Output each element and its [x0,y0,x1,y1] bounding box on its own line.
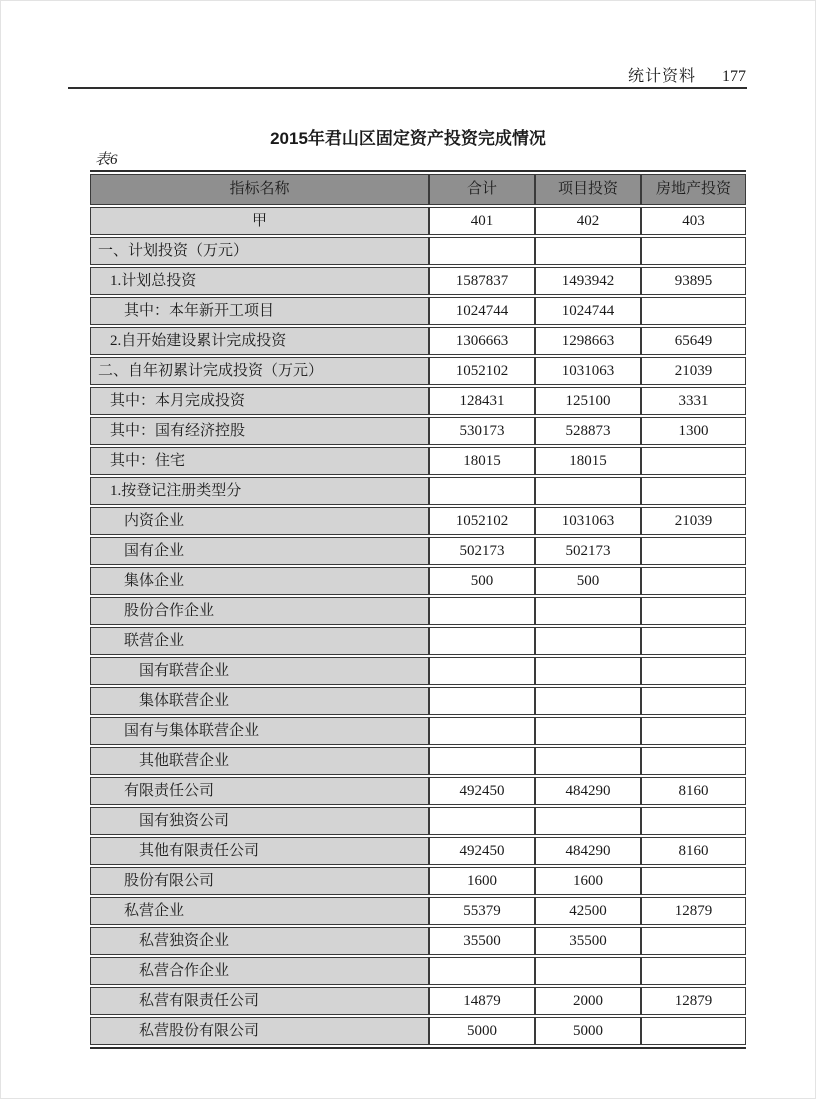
table-row [90,987,746,1015]
table-row [90,657,746,685]
value-cell [641,237,746,265]
value-cell [641,957,746,985]
row-label-cell: 私营独资企业 [90,927,429,955]
value-cell: 502173 [429,537,535,565]
value-cell: 2000 [535,987,641,1015]
value-cell: 8160 [641,777,746,805]
value-cell: 403 [641,207,746,235]
value-cell [429,957,535,985]
value-cell [535,477,641,505]
row-label-cell: 私营合作企业 [90,957,429,985]
table-row [90,267,746,295]
value-cell [641,627,746,655]
value-cell [641,447,746,475]
value-cell: 528873 [535,417,641,445]
row-label-cell: 内资企业 [90,507,429,535]
table-number-label: 表6 [95,152,118,168]
value-cell: 1493942 [535,267,641,295]
table-row [90,957,746,985]
row-label-cell: 国有独资公司 [90,807,429,835]
value-cell: 1031063 [535,507,641,535]
value-cell [429,807,535,835]
value-cell: 21039 [641,357,746,385]
investment-table [90,170,746,1049]
row-label-cell: 集体联营企业 [90,687,429,715]
value-cell [641,807,746,835]
value-cell [429,597,535,625]
row-label-cell: 私营有限责任公司 [90,987,429,1015]
value-cell [641,1017,746,1045]
row-label-cell: 国有企业 [90,537,429,565]
value-cell [535,717,641,745]
value-cell [429,687,535,715]
value-cell: 125100 [535,387,641,415]
value-cell: 42500 [535,897,641,925]
row-label-cell: 联营企业 [90,627,429,655]
table-row [90,627,746,655]
column-header-indicator: 指标名称 [90,174,429,205]
row-label-cell: 其中：本月完成投资 [90,387,429,415]
value-cell: 530173 [429,417,535,445]
row-label-cell: 股份有限公司 [90,867,429,895]
row-label-cell: 甲 [90,207,429,235]
value-cell [535,807,641,835]
table-header-row [90,174,746,205]
value-cell: 1600 [429,867,535,895]
value-cell: 21039 [641,507,746,535]
table-row [90,507,746,535]
page-number: 177 [722,68,746,85]
table-row [90,747,746,775]
row-label-cell: 其他有限责任公司 [90,837,429,865]
value-cell [641,567,746,595]
value-cell: 65649 [641,327,746,355]
table-row [90,417,746,445]
row-label-cell: 其中：国有经济控股 [90,417,429,445]
table-wrapper [90,170,746,1049]
row-label-cell: 二、自年初累计完成投资（万元） [90,357,429,385]
row-label-cell: 一、计划投资（万元） [90,237,429,265]
row-label-cell: 其中：本年新开工项目 [90,297,429,325]
value-cell [535,597,641,625]
value-cell [535,957,641,985]
value-cell: 1052102 [429,357,535,385]
row-label-cell: 国有联营企业 [90,657,429,685]
value-cell: 1024744 [535,297,641,325]
table-row [90,297,746,325]
running-head-section: 统计资料 [627,68,696,85]
table-row [90,477,746,505]
value-cell: 1306663 [429,327,535,355]
row-label-cell: 国有与集体联营企业 [90,717,429,745]
table-row [90,897,746,925]
row-label-cell: 1.计划总投资 [90,267,429,295]
value-cell [641,297,746,325]
header-rule [68,87,747,89]
value-cell: 502173 [535,537,641,565]
table-row [90,387,746,415]
value-cell [535,687,641,715]
value-cell: 492450 [429,777,535,805]
value-cell [641,597,746,625]
table-row [90,597,746,625]
value-cell [641,747,746,775]
table-row [90,927,746,955]
value-cell: 3331 [641,387,746,415]
value-cell: 484290 [535,777,641,805]
value-cell [535,627,641,655]
value-cell: 1298663 [535,327,641,355]
value-cell: 128431 [429,387,535,415]
table-row [90,357,746,385]
table-row [90,867,746,895]
document-title: 2015年君山区固定资产投资完成情况 [270,129,546,148]
value-cell: 5000 [535,1017,641,1045]
table-body [90,207,746,1045]
table-row [90,1017,746,1045]
code-row [90,207,746,235]
value-cell [535,657,641,685]
row-label-cell: 2.自开始建设累计完成投资 [90,327,429,355]
value-cell: 402 [535,207,641,235]
value-cell: 35500 [429,927,535,955]
value-cell: 1052102 [429,507,535,535]
value-cell [429,717,535,745]
value-cell [641,657,746,685]
value-cell [429,657,535,685]
value-cell [641,537,746,565]
value-cell: 93895 [641,267,746,295]
value-cell: 5000 [429,1017,535,1045]
value-cell: 1031063 [535,357,641,385]
value-cell: 484290 [535,837,641,865]
row-label-cell: 集体企业 [90,567,429,595]
row-label-cell: 私营股份有限公司 [90,1017,429,1045]
value-cell: 1024744 [429,297,535,325]
table-row [90,777,746,805]
value-cell: 1587837 [429,267,535,295]
value-cell [535,237,641,265]
value-cell: 55379 [429,897,535,925]
value-cell [641,687,746,715]
row-label-cell: 其他联营企业 [90,747,429,775]
value-cell [641,867,746,895]
value-cell: 1600 [535,867,641,895]
row-label-cell: 1.按登记注册类型分 [90,477,429,505]
table-row [90,837,746,865]
table-row [90,567,746,595]
table-row [90,687,746,715]
value-cell: 12879 [641,897,746,925]
row-label-cell: 有限责任公司 [90,777,429,805]
value-cell [429,747,535,775]
value-cell [429,627,535,655]
running-head [68,63,746,86]
row-label-cell: 其中：住宅 [90,447,429,475]
value-cell: 14879 [429,987,535,1015]
row-label-cell: 私营企业 [90,897,429,925]
column-header-realestate: 房地产投资 [641,174,746,205]
value-cell: 8160 [641,837,746,865]
value-cell: 18015 [535,447,641,475]
value-cell [641,717,746,745]
value-cell: 500 [429,567,535,595]
value-cell [429,477,535,505]
table-row [90,717,746,745]
table-row [90,807,746,835]
value-cell: 1300 [641,417,746,445]
value-cell: 18015 [429,447,535,475]
value-cell [641,927,746,955]
value-cell: 35500 [535,927,641,955]
value-cell: 492450 [429,837,535,865]
column-header-project: 项目投资 [535,174,641,205]
value-cell: 500 [535,567,641,595]
column-header-total: 合计 [429,174,535,205]
value-cell [641,477,746,505]
row-label-cell: 股份合作企业 [90,597,429,625]
table-row [90,237,746,265]
value-cell [535,747,641,775]
table-row [90,447,746,475]
value-cell [429,237,535,265]
value-cell: 12879 [641,987,746,1015]
table-row [90,537,746,565]
value-cell: 401 [429,207,535,235]
table-row [90,327,746,355]
